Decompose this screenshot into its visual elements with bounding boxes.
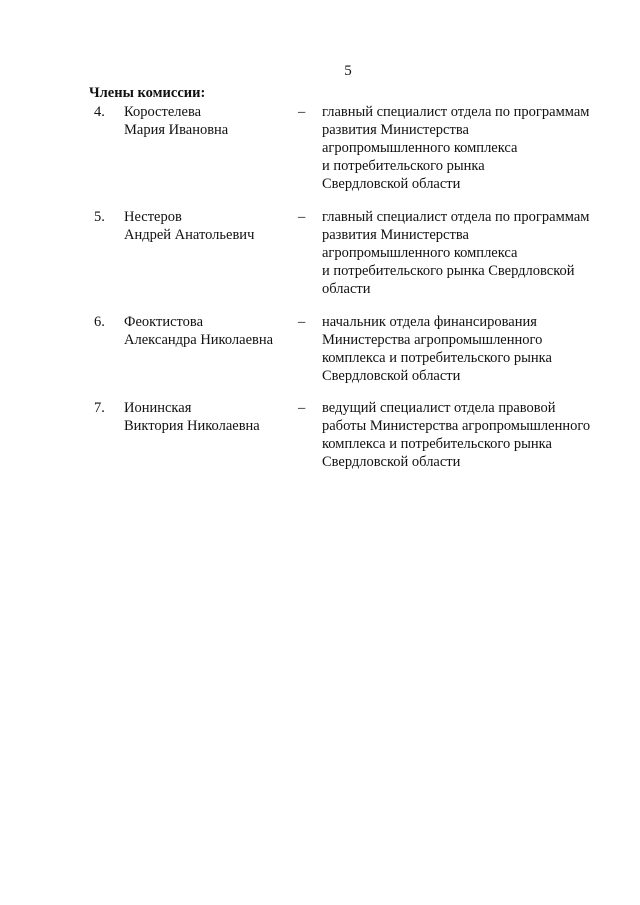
member-surname: Феоктистова xyxy=(124,314,204,330)
position-line: и потребительского рынка Свердловской xyxy=(322,263,575,279)
member-given-name: Мария Ивановна xyxy=(124,122,229,138)
page-number: 5 xyxy=(344,63,352,79)
position-line: комплекса и потребительского рынка xyxy=(322,350,552,366)
member-dash: – xyxy=(298,104,306,120)
member-dash: – xyxy=(298,314,306,330)
position-line: Свердловской области xyxy=(322,454,461,470)
position-line: ведущий специалист отдела правовой xyxy=(322,400,556,416)
position-line: главный специалист отдела по программам xyxy=(322,104,590,120)
member-surname: Коростелева xyxy=(124,104,202,120)
position-line: агропромышленного комплекса xyxy=(322,140,518,156)
member-number: 4. xyxy=(94,104,105,120)
member-given-name: Александра Николаевна xyxy=(124,332,274,348)
position-line: главный специалист отдела по программам xyxy=(322,209,590,225)
member-entry xyxy=(0,103,640,193)
member-given-name: Андрей Анатольевич xyxy=(124,227,255,243)
position-line: и потребительского рынка xyxy=(322,158,485,174)
member-surname: Нестеров xyxy=(124,209,182,225)
member-entry xyxy=(0,399,640,489)
position-line: Министерства агропромышленного xyxy=(322,332,543,348)
member-number: 6. xyxy=(94,314,105,330)
member-number: 5. xyxy=(94,209,105,225)
position-line: Свердловской области xyxy=(322,176,461,192)
position-line: развития Министерства xyxy=(322,122,469,138)
member-given-name: Виктория Николаевна xyxy=(124,418,260,434)
position-line: агропромышленного комплекса xyxy=(322,245,518,261)
position-line: комплекса и потребительского рынка xyxy=(322,436,552,452)
member-entry xyxy=(0,208,640,298)
member-name xyxy=(124,399,294,435)
member-name xyxy=(124,208,294,244)
member-name xyxy=(124,313,294,349)
position-line: работы Министерства агропромышленного xyxy=(322,418,591,434)
member-number: 7. xyxy=(94,400,105,416)
position-line: развития Министерства xyxy=(322,227,469,243)
member-dash: – xyxy=(298,400,306,416)
position-line: области xyxy=(322,281,371,297)
member-position xyxy=(322,208,622,298)
position-line: начальник отдела финансирования xyxy=(322,314,537,330)
member-entry xyxy=(0,313,640,403)
member-position xyxy=(322,313,622,385)
member-surname: Ионинская xyxy=(124,400,192,416)
member-dash: – xyxy=(298,209,306,225)
position-line: Свердловской области xyxy=(322,368,461,384)
member-name xyxy=(124,103,294,139)
section-heading: Члены комиссии: xyxy=(89,85,206,101)
member-position xyxy=(322,103,622,193)
member-position xyxy=(322,399,622,471)
